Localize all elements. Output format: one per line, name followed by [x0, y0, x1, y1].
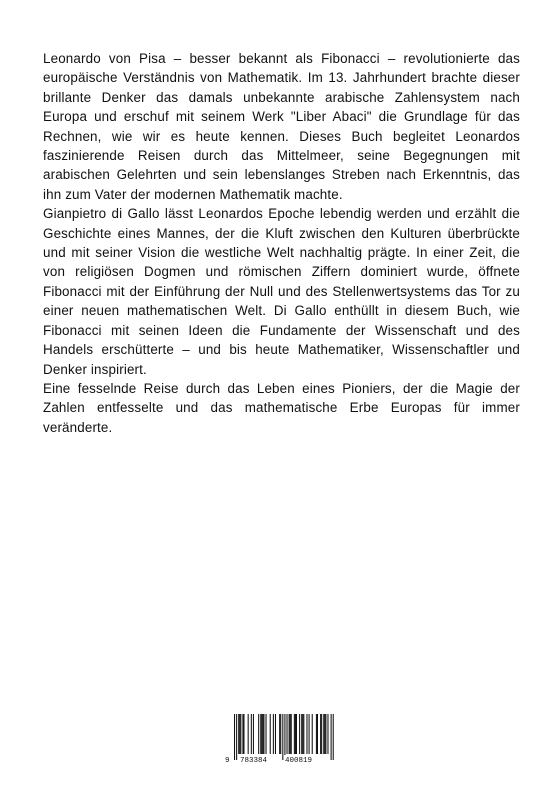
barcode-bar [287, 714, 288, 754]
barcode-bar [240, 714, 241, 754]
blurb-paragraph-3: Eine fesselnde Reise durch das Leben eines Pioniers, der die Magie der Zahlen entfesselte und das mathematische Erbe Europas für immer veränderte. [43, 380, 520, 435]
barcode-bar [275, 714, 276, 754]
barcode-bar [242, 714, 243, 754]
barcode-bar [282, 714, 283, 760]
barcode-bar [262, 714, 263, 754]
barcode-bar [290, 714, 291, 754]
barcode-bar [284, 714, 285, 760]
blurb-paragraph-2: Gianpietro di Gallo lässt Leonardos Epoche lebendig werden und erzählt die Geschichte eines Mannes, der die Kluft zwischen den Kulturen überbrückte und mit seiner Vision die westliche Welt nachhaltig prägte. In einer Zeit, die von religiösen Dogmen und römischen Ziffern dominiert wurde, öffnete Fibonacci mit der Einführung der Null und des Stellenwertsystems das Tor zu einer neuen mathematischen Welt. Di Gallo enthüllt in diesem Buch, wie Fibonacci mit seinen Ideen die Fundamente der Wissenschaft und des Handels erschütterte – und bis heute Mathematiker, Wissenschaftler und Denker inspiriert. [43, 206, 520, 377]
barcode-bar [323, 714, 324, 754]
barcode-bar [261, 714, 262, 754]
barcode-bar [299, 714, 300, 754]
barcode-bar [331, 714, 332, 760]
barcode-bar [238, 714, 239, 754]
barcode-first-digit: 9 [225, 757, 230, 765]
barcode-bar [289, 714, 290, 754]
barcode-bar [243, 714, 244, 754]
barcode-bar [280, 714, 281, 754]
barcode-bar [325, 714, 326, 754]
barcode-bar [312, 714, 313, 754]
barcode-bar [234, 714, 235, 760]
barcode-bar [317, 714, 318, 754]
barcode-right-group: 400819 [285, 757, 313, 765]
barcode-bar [303, 714, 304, 754]
barcode-bar [239, 714, 240, 754]
barcode-bar [302, 714, 303, 754]
barcode-bar [253, 714, 254, 754]
blurb-paragraph-1: Leonardo von Pisa – besser bekannt als Fibonacci – revolutionierte das europäische Verständnis von Mathematik. Im 13. Jahrhundert brachte dieser brillante Denker das damals unbekannte arabische Zahlensystem nach Europa und erschuf mit seinem Werk "Liber Abaci" die Grundlage für das Rechnen, wie wir es heute kennen. Dieses Buch begleitet Leonardos faszinierende Reisen durch das Mittelmeer, seine Begegnungen mit arabischen Gelehrten und sein lebenslanges Streben nach Erkenntnis, das ihn zum Vater der modernen Mathematik machte. [43, 51, 520, 202]
barcode-bar [327, 714, 328, 754]
barcode-bar [306, 714, 307, 754]
barcode-bar [248, 714, 249, 754]
barcode-bar [324, 714, 325, 754]
barcode-bar [316, 714, 317, 754]
barcode-digits [224, 755, 334, 767]
barcode-bar [260, 714, 261, 754]
barcode-left-group: 783384 [240, 757, 268, 765]
barcode-bar [320, 714, 321, 754]
barcode-bar [258, 714, 259, 754]
barcode-bar [295, 714, 296, 754]
barcode-bar [273, 714, 274, 754]
barcode-bar [270, 714, 271, 754]
barcode-bar [333, 714, 334, 760]
barcode-bar [321, 714, 322, 754]
barcode-bar [236, 714, 237, 760]
barcode-bar [296, 714, 297, 754]
barcode-bar [263, 714, 264, 754]
barcode-bar [301, 714, 302, 754]
barcode-bar [279, 714, 280, 754]
back-cover-blurb [43, 49, 520, 437]
barcode-bar [294, 714, 295, 754]
isbn-barcode [224, 714, 334, 774]
barcode-bar [266, 714, 267, 754]
barcode-bar [291, 714, 292, 754]
barcode-bar [309, 714, 310, 754]
barcode-bar [251, 714, 252, 754]
